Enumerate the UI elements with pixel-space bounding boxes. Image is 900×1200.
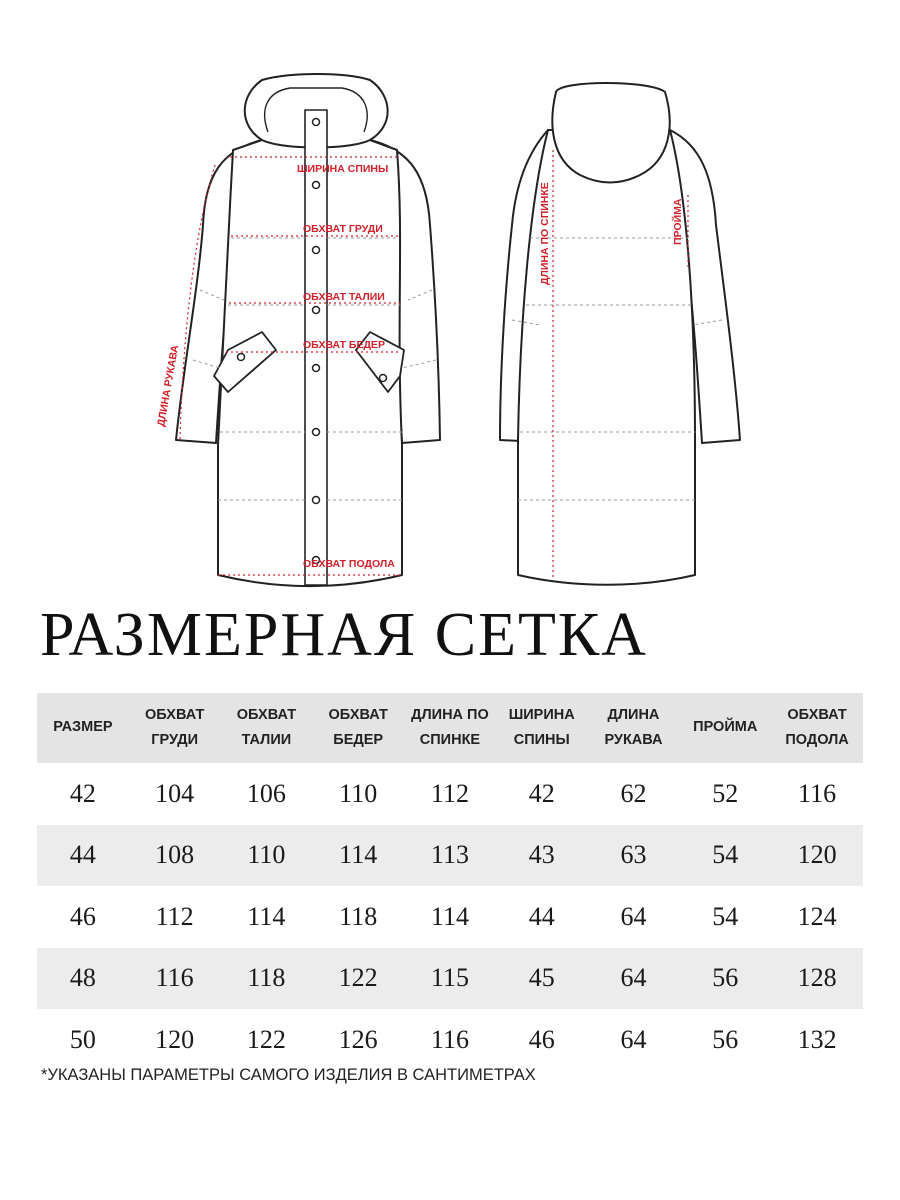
cell-chest: 104 — [155, 778, 195, 808]
header-back-length: ДЛИНА ПО СПИНКЕ — [404, 693, 496, 763]
label-hips: ОБХВАТ БЕДЕР — [303, 339, 385, 351]
header-chest: ОБХВАТ ГРУДИ — [129, 693, 221, 763]
cell-hem: 128 — [771, 948, 863, 1010]
header-armhole: ПРОЙМА — [679, 693, 771, 763]
label-waist: ОБХВАТ ТАЛИИ — [303, 291, 385, 303]
cell-back-width: 43 — [496, 825, 588, 887]
cell-waist: 118 — [221, 948, 313, 1010]
cell-back-width: 44 — [528, 901, 555, 931]
cell-sleeve-length: 64 — [588, 948, 680, 1010]
header-sleeve-length: ДЛИНА РУКАВА — [588, 693, 680, 763]
page-title: РАЗМЕРНАЯ СЕТКА — [40, 601, 648, 669]
button-icon — [313, 182, 320, 189]
header-back-width: ШИРИНА СПИНЫ — [496, 693, 588, 763]
cell-chest: 112 — [155, 901, 194, 931]
cell-back-length: 115 — [404, 948, 496, 1010]
cell-back-width: 42 — [528, 778, 555, 808]
table-row — [37, 948, 863, 1010]
cell-sleeve-length: 62 — [620, 778, 647, 808]
cell-back-length: 114 — [430, 901, 469, 931]
footnote: *УКАЗАНЫ ПАРАМЕТРЫ САМОГО ИЗДЕЛИЯ В САНТИМЕТРАХ — [41, 1066, 536, 1084]
cell-size: 46 — [69, 901, 96, 931]
cell-size: 48 — [37, 948, 129, 1010]
cell-armhole: 54 — [712, 901, 739, 931]
size-table-header-row — [37, 693, 863, 763]
coat-front-drawing — [176, 74, 440, 586]
cell-waist: 110 — [221, 825, 313, 887]
cell-hips: 126 — [338, 1024, 378, 1054]
table-row — [37, 825, 863, 887]
cell-waist: 122 — [246, 1024, 286, 1054]
cell-size: 50 — [69, 1024, 96, 1054]
cell-armhole: 56 — [679, 948, 771, 1010]
cell-chest: 120 — [155, 1024, 195, 1054]
cell-size: 42 — [69, 778, 96, 808]
button-icon — [313, 307, 320, 314]
coat-back-drawing — [500, 83, 740, 585]
label-chest: ОБХВАТ ГРУДИ — [303, 223, 383, 235]
table-row — [37, 1009, 863, 1071]
cell-armhole: 54 — [679, 825, 771, 887]
cell-sleeve-length: 64 — [620, 901, 647, 931]
pocket-button-icon — [380, 375, 387, 382]
header-hips: ОБХВАТ БЕДЕР — [312, 693, 404, 763]
table-row — [37, 886, 863, 948]
button-icon — [313, 119, 320, 126]
cell-size: 44 — [37, 825, 129, 887]
cell-back-length: 112 — [430, 778, 469, 808]
cell-back-length: 113 — [404, 825, 496, 887]
cell-armhole: 52 — [712, 778, 739, 808]
cell-hem: 132 — [797, 1024, 837, 1054]
cell-hips: 118 — [339, 901, 378, 931]
label-shoulder-width: ШИРИНА СПИНЫ — [297, 163, 389, 175]
header-waist: ОБХВАТ ТАЛИИ — [221, 693, 313, 763]
cell-waist: 106 — [246, 778, 286, 808]
cell-waist: 114 — [247, 901, 286, 931]
cell-back-width: 45 — [496, 948, 588, 1010]
button-icon — [313, 497, 320, 504]
cell-hem: 120 — [771, 825, 863, 887]
cell-hem: 124 — [797, 901, 837, 931]
button-icon — [313, 247, 320, 254]
cell-back-length: 116 — [430, 1024, 469, 1054]
cell-hips: 122 — [312, 948, 404, 1010]
cell-hips: 110 — [339, 778, 378, 808]
cell-chest: 116 — [129, 948, 221, 1010]
button-icon — [313, 429, 320, 436]
cell-hem: 116 — [798, 778, 837, 808]
label-sleeve: ДЛИНА РУКАВА — [155, 344, 182, 428]
label-hem: ОБХВАТ ПОДОЛА — [303, 558, 395, 570]
pocket-button-icon — [238, 354, 245, 361]
cell-armhole: 56 — [712, 1024, 739, 1054]
cell-hips: 114 — [312, 825, 404, 887]
cell-chest: 108 — [129, 825, 221, 887]
button-icon — [313, 365, 320, 372]
label-back-length: ДЛИНА ПО СПИНКЕ — [539, 182, 551, 285]
table-row — [37, 763, 863, 825]
label-armhole: ПРОЙМА — [672, 198, 684, 245]
header-hem: ОБХВАТ ПОДОЛА — [771, 693, 863, 763]
header-size: РАЗМЕР — [37, 693, 129, 763]
cell-sleeve-length: 64 — [620, 1024, 647, 1054]
cell-back-width: 46 — [528, 1024, 555, 1054]
size-table — [37, 693, 863, 1071]
cell-sleeve-length: 63 — [588, 825, 680, 887]
